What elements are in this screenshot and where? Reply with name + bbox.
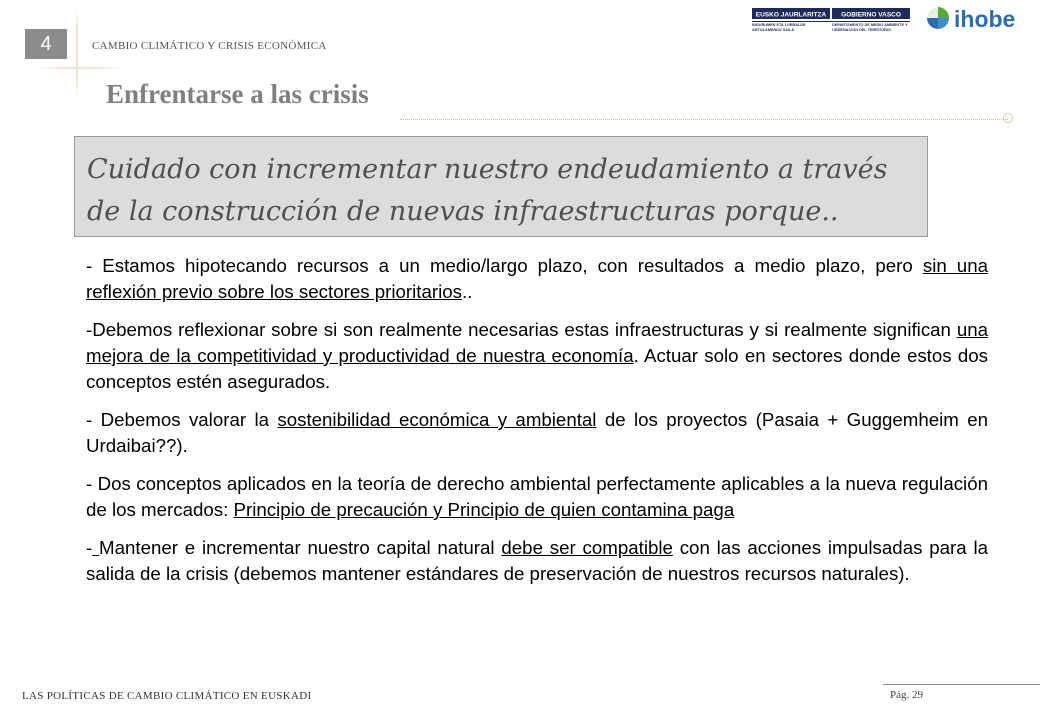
p2-text-b: . Actuar solo en sectores donde estos dos conceptos estén asegurados. xyxy=(86,345,988,392)
title-divider xyxy=(400,119,1008,120)
footer-title: LAS POLÍTICAS DE CAMBIO CLIMÁTICO EN EUSKADI xyxy=(22,690,312,702)
p5-text-a: - xyxy=(86,537,93,558)
page-number: Pág. 29 xyxy=(890,689,923,701)
ihobe-logo-text: ihobe xyxy=(954,6,1016,32)
p5-text-b: Mantener e incrementar nuestro capital natural xyxy=(99,537,502,558)
p1-text-a: - Estamos hipotecando recursos a un medio/largo plazo, con resultados a medio plazo, pero xyxy=(86,255,923,276)
slide-number-badge: 4 xyxy=(25,29,67,59)
headline-box xyxy=(74,136,928,237)
body-text xyxy=(86,253,988,599)
p3-text-a: - Debemos valorar la xyxy=(86,409,278,430)
basque-logo-top-left-text: EUSKO JAURLARITZA xyxy=(755,11,827,19)
p2-underlined: una mejora de la competitividad y productividad de nuestra economía xyxy=(86,319,988,366)
decorative-vertical-line xyxy=(76,10,78,98)
ihobe-leaf-icon xyxy=(938,7,949,18)
p5-underlined: debe ser compatible xyxy=(501,537,673,558)
decorative-horizontal-line xyxy=(40,67,120,69)
p3-text-b: de los proyectos (Pasaia + Guggemheim en Urdaibai??). xyxy=(86,409,989,456)
ihobe-logo xyxy=(924,2,1020,34)
page-title: Enfrentarse a las crisis xyxy=(106,79,369,109)
p1-underlined: sin una reflexión previo sobre los sectores prioritarios xyxy=(86,255,988,302)
basque-logo-sub-left-text: INGURUMEN ETA LURRALDE ANTOLAMENDU SAILA xyxy=(752,23,806,32)
p4-text-a: - Dos conceptos aplicados en la teoría de derecho ambiental perfectamente aplicables a la nueva regulación de los mercados: xyxy=(86,473,988,520)
p2-text-a: -Debemos reflexionar sobre si son realmente necesarias estas infraestructuras y si realmente significan xyxy=(86,319,957,340)
section-label: CAMBIO CLIMÁTICO Y CRISIS ECONÓMICA xyxy=(92,40,327,52)
headline-line-2: de la construcción de nuevas infraestructuras porque.. xyxy=(87,196,839,227)
ihobe-drop-icon xyxy=(927,18,938,29)
p5-text-c: con las acciones impulsadas para la salida de la crisis (debemos mantener estándares de preservación de nuestros recursos naturales). xyxy=(86,537,988,584)
paragraph-3 xyxy=(86,407,988,459)
footer-divider xyxy=(883,684,1040,685)
paragraph-5 xyxy=(86,535,988,587)
p4-underlined: Principio de precaución y Principio de quien contamina paga xyxy=(233,499,735,520)
p3-underlined: sostenibilidad económica y ambiental xyxy=(277,409,597,430)
basque-logo-top-right-text: GOBIERNO VASCO xyxy=(841,11,901,19)
title-divider-ring xyxy=(1003,113,1013,123)
basque-government-logo xyxy=(752,8,910,38)
basque-logo-sub-right-text: DEPARTAMENTO DE MEDIO AMBIENTE Y ORDENACIÓN DEL TERRITORIO xyxy=(832,23,908,32)
p1-text-b: .. xyxy=(462,281,473,302)
paragraph-4 xyxy=(86,471,988,523)
paragraph-2 xyxy=(86,317,988,395)
headline-line-1: Cuidado con incrementar nuestro endeudamiento a través xyxy=(87,154,888,185)
paragraph-1 xyxy=(86,253,988,305)
